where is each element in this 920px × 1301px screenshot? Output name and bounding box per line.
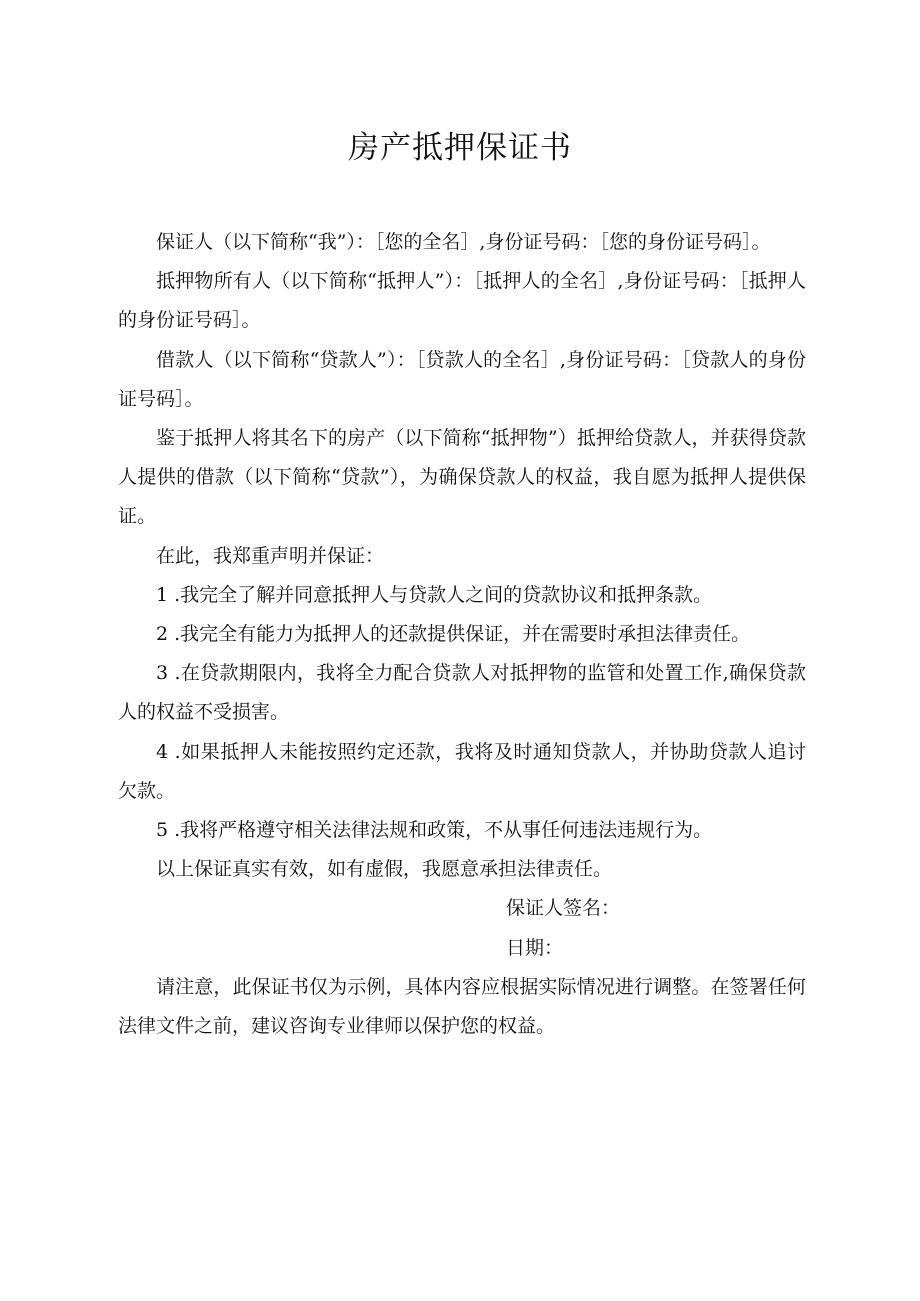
document-body (118, 223, 806, 1046)
closing-statement: 以上保证真实有效，如有虚假，我愿意承担法律责任。 (156, 858, 613, 881)
clause-4: 4 .如果抵押人未能按照约定还款，我将及时通知贷款人，并协助贷款人追讨欠款。 (118, 740, 806, 802)
declaration-intro: 在此，我郑重声明并保证： (156, 544, 385, 567)
clause-3: 3 .在贷款期限内，我将全力配合贷款人对抵押物的监管和处置工作,确保贷款人的权益不受损害。 (118, 662, 806, 724)
clause-1: 1 .我完全了解并同意抵押人与贷款人之间的贷款协议和抵押条款。 (156, 583, 713, 606)
date-label: 日期： (506, 936, 564, 959)
guarantor-paragraph: 保证人（以下简称“我”）：［您的全名］,身份证号码：［您的身份证号码］。 (156, 231, 771, 253)
mortgagor-paragraph: 抵押物所有人（以下简称“抵押人”）：［抵押人的全名］,身份证号码：［抵押人的身份证号码］。 (118, 270, 806, 332)
recital-paragraph: 鉴于抵押人将其名下的房产（以下简称“抵押物”）抵押给贷款人，并获得贷款人提供的借款（以下简称“贷款”），为确保贷款人的权益，我自愿为抵押人提供保证。 (118, 427, 806, 528)
document-title: 房产抵押保证书 (348, 130, 572, 166)
clause-2: 2 .我完全有能力为抵押人的还款提供保证，并在需要时承担法律责任。 (156, 623, 751, 646)
signature-label: 保证人签名： (506, 897, 621, 920)
clause-5: 5 .我将严格遵守相关法律法规和政策，不从事任何违法违规行为。 (156, 819, 713, 842)
disclaimer-note: 请注意，此保证书仅为示例，具体内容应根据实际情况进行调整。在签署任何法律文件之前，建议咨询专业律师以保护您的权益。 (118, 975, 806, 1038)
lender-paragraph: 借款人（以下简称“贷款人”）：［贷款人的全名］,身份证号码：［贷款人的身份证号码］。 (118, 348, 806, 410)
